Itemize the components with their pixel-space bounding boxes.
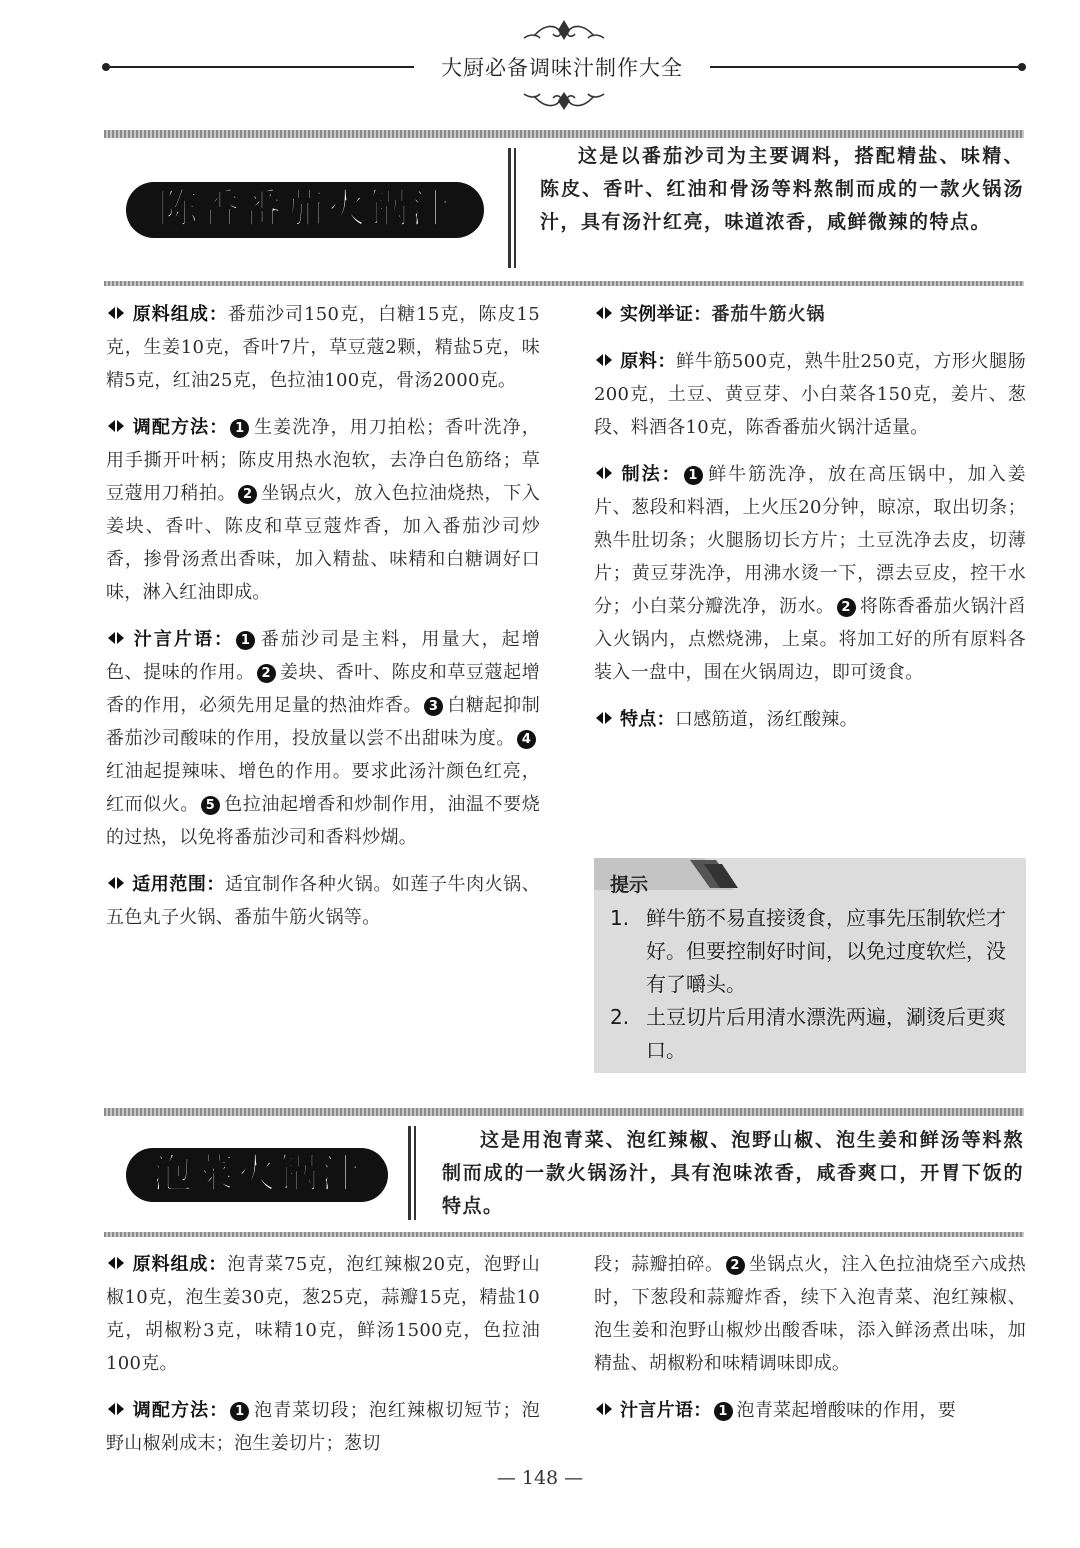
recipe-title-badge-shape (124, 176, 486, 244)
recipe-title-text: 陈香番茄火锅汁 (158, 186, 452, 232)
title-divider (508, 148, 511, 268)
tip-text: 白糖起抑制番茄沙司酸味的作用，投放量以尝不出甜味为度。 (106, 695, 540, 749)
recipe-title-text: 泡菜火锅汁 (152, 1151, 362, 1197)
tip-item-number: 1. (610, 906, 630, 930)
tip-box-list (610, 902, 1016, 1067)
tip-tab-graphic (594, 858, 1026, 898)
ingredients-label: 原料组成： (132, 1254, 228, 1275)
tips-paragraph (106, 623, 540, 854)
diamond-bullet-icon (594, 710, 614, 726)
step-number-badge: 2 (837, 598, 856, 617)
method-step-text: 坐锅点火，注入色拉油烧至六成热时，下葱段和蒜瓣炸香，续下入泡青菜、泡红辣椒、泡生姜和泡野山椒炒出酸香味，添入鲜汤煮出味，加精盐、胡椒粉和味精调味即成。 (594, 1254, 1026, 1374)
header-rule-dot-right (1018, 63, 1026, 71)
step-number-badge: 5 (201, 796, 220, 815)
recipe-intro-text: 这是用泡青菜、泡红辣椒、泡野山椒、泡生姜和鲜汤等料熬制而成的一款火锅汤汁，具有泡味浓香，咸香爽口，开胃下饭的特点。 (442, 1129, 1024, 1217)
section-band-bottom (104, 281, 1024, 286)
diamond-bullet-icon (106, 418, 126, 434)
method-label: 调配方法： (132, 417, 229, 438)
recipe-title-badge (124, 176, 486, 244)
title-divider-thin (414, 1126, 416, 1220)
tip-box (594, 858, 1026, 1073)
recipe-right-column (594, 1248, 1026, 1441)
diamond-bullet-icon (594, 465, 614, 481)
title-divider-thin (514, 148, 516, 268)
example-method-step-text: 鲜牛筋洗净，放在高压锅中，加入姜片、葱段和料酒，上火压20分钟，晾凉，取出切条；熟牛肚切条；火腿肠切长方片；土豆洗净去皮，切薄片；黄豆芽洗净，用沸水烫一下，漂去豆皮，控干水分；小白菜分瓣洗净，沥水。 (594, 464, 1026, 617)
scope-paragraph (106, 868, 540, 934)
step-number-badge: 1 (230, 1402, 249, 1421)
step-number-badge: 3 (424, 697, 443, 716)
tip-box-item (610, 902, 1016, 1001)
recipe-intro-text: 这是以番茄沙司为主要调料，搭配精盐、味精、陈皮、香叶、红油和骨汤等料熬制而成的一款火锅汤汁，具有汤汁红亮，味道浓香，咸鲜微辣的特点。 (540, 145, 1024, 233)
step-number-badge: 2 (238, 485, 257, 504)
recipe-intro (442, 1124, 1024, 1223)
diamond-bullet-icon (106, 305, 126, 321)
step-number-badge: 4 (517, 730, 536, 749)
recipe-left-column (106, 298, 540, 948)
step-number-badge: 2 (257, 664, 276, 683)
tip-text: 泡青菜起增酸味的作用，要 (736, 1400, 957, 1421)
header-rule-right (710, 66, 1024, 68)
scope-label: 适用范围： (132, 874, 225, 895)
recipe-right-column (594, 298, 1026, 750)
tip-box-title: 提示 (610, 874, 649, 896)
title-divider (408, 1126, 411, 1220)
tip-text: 姜块、香叶、陈皮和草豆蔻起增香的作用，必须先用足量的热油炸香。 (106, 662, 540, 716)
scope-text: 适宜制作各种火锅。如莲子牛肉火锅、五色丸子火锅、番茄牛筋火锅等。 (106, 874, 541, 928)
diamond-bullet-icon (106, 630, 126, 646)
ingredients-text: 番茄沙司150克，白糖15克，陈皮15克，生姜10克，香叶7片，草豆蔻2颗，精盐5克，味精5克，红油25克，色拉油100克，骨汤2000克。 (106, 304, 540, 391)
running-header-title: 大厨必备调味汁制作大全 (441, 56, 683, 80)
tip-box-item (610, 1001, 1016, 1067)
example-method-step-text: 将陈香番茄火锅汁舀入火锅内，点燃烧沸，上桌。将加工好的所有原料各装入一盘中，围在火锅周边，即可烫食。 (594, 596, 1026, 683)
tip-text: 色拉油起增香和炒制作用，油温不要烧的过热，以免将番茄沙司和香料炒煳。 (106, 794, 540, 848)
flourish-ornament-icon (104, 88, 1024, 114)
example-method-label: 制法： (620, 464, 682, 485)
method-continued-paragraph (594, 1248, 1026, 1380)
example-heading (594, 298, 1026, 331)
example-dish-name: 番茄牛筋火锅 (711, 304, 826, 325)
header-rule-left (104, 66, 414, 68)
step-number-badge: 1 (684, 466, 703, 485)
example-feature-label: 特点： (620, 709, 675, 730)
method-step-text: 坐锅点火，放入色拉油烧热，下入姜块、香叶、陈皮和草豆蔻炸香，加入番茄沙司炒香，掺骨汤煮出香味，加入精盐、味精和白糖调好口味，淋入红油即成。 (106, 483, 540, 603)
tip-text: 番茄沙司是主料，用量大，起增色、提味的作用。 (106, 629, 540, 683)
example-ingredients-paragraph (594, 345, 1026, 444)
section-band-top (104, 130, 1024, 138)
recipe-title-badge (124, 1142, 390, 1208)
diamond-bullet-icon (594, 1401, 614, 1417)
example-method-paragraph (594, 458, 1026, 689)
running-header (104, 18, 1024, 114)
method-step-text: 生姜洗净，用刀拍松；香叶洗净，用手撕开叶柄；陈皮用热水泡软，去净白色筋络；草豆蔻用刀稍拍。 (106, 417, 541, 504)
tips-label: 汁言片语： (620, 1400, 712, 1421)
flourish-ornament-icon (104, 18, 1024, 44)
tip-text: 红油起提辣味、增色的作用。要求此汤汁颜色红亮，红而似火。 (106, 761, 540, 815)
method-step-continued: 段；蒜瓣拍碎。 (594, 1254, 724, 1275)
recipe-intro (540, 140, 1024, 239)
example-label: 实例举证： (620, 304, 712, 325)
step-number-badge: 1 (230, 419, 249, 438)
ingredients-paragraph (106, 1248, 540, 1380)
method-paragraph (106, 411, 540, 609)
tip-item-text: 鲜牛筋不易直接烫食，应事先压制软烂才好。但要控制好时间，以免过度软烂，没有了嚼头。 (646, 906, 1006, 996)
page-number: — 148 — (496, 1467, 584, 1489)
header-rule-dot-left (102, 63, 110, 71)
ingredients-paragraph (106, 298, 540, 397)
tips-paragraph (594, 1394, 1026, 1427)
section-band-bottom (104, 1232, 1024, 1237)
step-number-badge: 1 (714, 1402, 733, 1421)
tips-label: 汁言片语： (132, 629, 235, 650)
example-feature-paragraph (594, 703, 1026, 736)
tip-item-text: 土豆切片后用清水漂洗两遍，涮烫后更爽口。 (646, 1005, 1006, 1062)
example-ingredients-label: 原料： (620, 351, 677, 372)
diamond-bullet-icon (106, 1401, 126, 1417)
step-number-badge: 2 (726, 1256, 745, 1275)
diamond-bullet-icon (106, 1255, 126, 1271)
ingredients-label: 原料组成： (132, 304, 228, 325)
section-band-top (104, 1108, 1024, 1116)
recipe-title-badge-shape (124, 1142, 390, 1208)
method-step-text: 泡青菜切段；泡红辣椒切短节；泡野山椒剁成末；泡生姜切片；葱切 (106, 1400, 541, 1454)
diamond-bullet-icon (594, 305, 614, 321)
example-feature-text: 口感筋道，汤红酸辣。 (674, 709, 858, 730)
step-number-badge: 1 (236, 631, 255, 650)
example-ingredients-text: 鲜牛筋500克，熟牛肚250克，方形火腿肠200克，土豆、黄豆芽、小白菜各150克，姜片、葱段、料酒各10克，陈香番茄火锅汁适量。 (594, 351, 1026, 438)
diamond-bullet-icon (594, 352, 614, 368)
method-label: 调配方法： (132, 1400, 229, 1421)
ingredients-text: 泡青菜75克，泡红辣椒20克，泡野山椒10克，泡生姜30克，葱25克，蒜瓣15克，精盐10克，胡椒粉3克，味精10克，鲜汤1500克，色拉油100克。 (106, 1254, 540, 1374)
diamond-bullet-icon (106, 875, 126, 891)
recipe-left-column (106, 1248, 540, 1474)
method-paragraph (106, 1394, 540, 1460)
tip-item-number: 2. (610, 1005, 630, 1029)
